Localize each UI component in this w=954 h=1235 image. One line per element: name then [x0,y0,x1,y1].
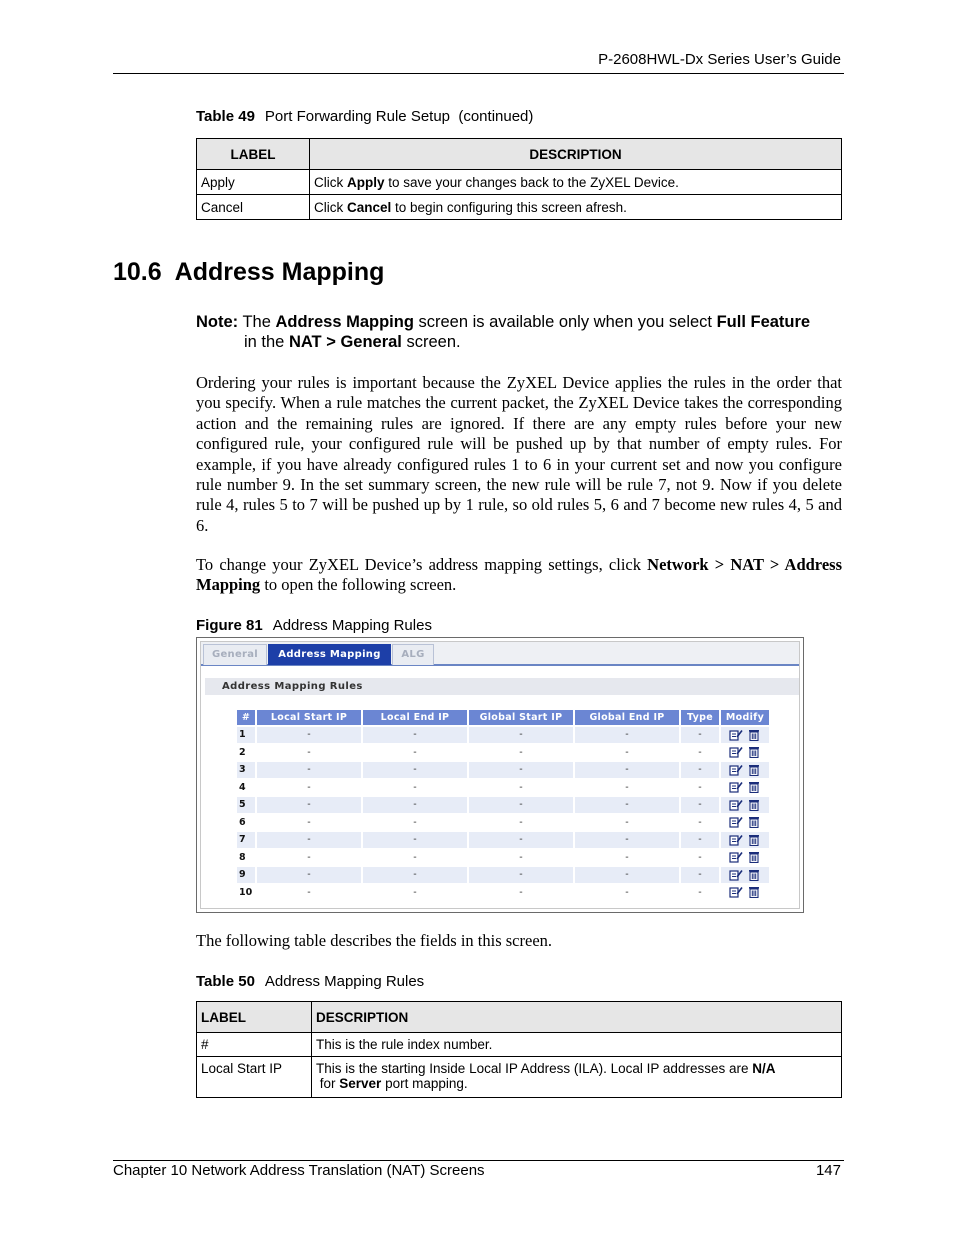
rule-modify-cell [721,727,769,743]
edit-icon[interactable] [729,869,743,881]
col-header-modify: Modify [721,710,769,725]
rule-index: 2 [239,746,246,758]
rule-index: 3 [237,762,255,778]
rule-index: 10 [239,886,253,898]
rule-index: 1 [237,727,255,743]
para-text: To change your ZyXEL Device’s address mapping settings, click [196,555,648,574]
desc-text: Click [314,200,347,215]
row-description [312,1057,842,1098]
rule-local-start-ip: - [257,762,361,778]
rule-global-end-ip: - [625,886,629,898]
tab-alg[interactable]: ALG [392,644,434,665]
edit-icon[interactable] [729,781,743,793]
rule-global-end-ip: - [625,746,629,758]
table49 [196,138,842,220]
figure-caption-label: Figure 81 [196,617,263,634]
rule-local-end-ip: - [413,851,417,863]
rule-type: - [681,797,719,813]
rule-local-start-ip: - [307,746,311,758]
note-line-1 [196,312,846,332]
rule-modify-cell [721,762,769,778]
note-bold: Address Mapping [275,313,414,331]
note-bold: Full Feature [716,313,811,331]
delete-icon[interactable] [747,799,761,811]
edit-icon[interactable] [729,851,743,863]
rules-header-row [237,710,769,725]
para-text: to open the following screen. [260,575,457,595]
rule-local-end-ip: - [363,762,467,778]
rule-global-start-ip: - [519,886,523,898]
rule-global-start-ip: - [469,797,573,813]
rule-modify-cell [721,867,769,883]
rule-global-end-ip: - [575,832,679,848]
table49-caption-title: Port Forwarding Rule Setup (continued) [264,108,534,125]
row-label: Apply [197,170,310,195]
figure-caption-title: Address Mapping Rules [272,617,432,634]
row-description [310,195,842,220]
rule-type: - [698,816,702,828]
paragraph-rule-ordering: Ordering your rules is important because the ZyXEL Device applies the rules in the order that you specify. When a rule matches the current packet, the ZyXEL Device takes the corresponding action and the remaining rules are ignored. If there are any empty rules before your new configured rule, your configured rule will be pushed up by that number of empty rules. For example, if you have already configured rules 1 to 6 in your current set and now you configure rule number 9. In the set summary screen, the new rule will be rule 7, not 9. Now if you delete rule 4, rules 5 to 7 will be pushed up by 1 rule, so old rules 5, 6 and 7 become new rules 4, 5 and 6. [196,373,842,535]
rule-local-start-ip: - [307,816,311,828]
para-bold: Network > NAT > Address Mapping [196,555,842,595]
rule-local-end-ip: - [413,886,417,898]
section-title: Address Mapping [174,258,385,286]
rule-row [237,815,769,831]
rule-type: - [681,727,719,743]
rule-global-start-ip: - [519,781,523,793]
figure-caption [196,617,432,634]
tab-bar [201,642,799,666]
rule-global-end-ip: - [575,727,679,743]
rule-type: - [698,746,702,758]
note [196,312,846,352]
table-row [197,170,842,195]
rule-local-start-ip: - [307,886,311,898]
rule-index: 6 [239,816,246,828]
footer-page-number: 147 [815,1162,841,1179]
desc-text: for [316,1076,340,1091]
edit-icon[interactable] [729,799,743,811]
rule-local-start-ip: - [257,867,361,883]
row-label: Cancel [197,195,310,220]
col-header-global-start-ip: Global Start IP [469,710,573,725]
col-header-global-end-ip: Global End IP [575,710,679,725]
col-header-local-start-ip: Local Start IP [257,710,361,725]
rule-row [237,780,769,796]
desc-text: Click [314,175,347,190]
rule-global-start-ip: - [469,727,573,743]
table-row [197,1033,842,1057]
section-heading [113,258,384,287]
row-label: Local Start IP [197,1057,312,1098]
rule-row [237,867,769,883]
table50-caption [196,973,424,990]
panel-title: Address Mapping Rules [205,678,799,695]
table50-caption-title: Address Mapping Rules [264,973,425,990]
rule-global-start-ip: - [469,832,573,848]
rule-row [237,797,769,813]
table-header-description: DESCRIPTION [310,139,842,170]
table-row [197,1057,842,1098]
col-header-index: # [237,710,255,725]
table-header-label: LABEL [197,1002,312,1033]
rule-index: 5 [237,797,255,813]
rule-local-end-ip: - [413,816,417,828]
table50 [196,1001,842,1098]
rule-modify-cell [721,797,769,813]
address-mapping-screenshot [196,637,804,913]
rule-global-end-ip: - [625,781,629,793]
rule-local-start-ip: - [307,781,311,793]
delete-icon[interactable] [747,816,761,828]
desc-text: This is the starting Inside Local IP Address (ILA). Local IP addresses are [316,1061,753,1076]
table-header-row [197,139,842,170]
rule-modify-cell [721,815,769,831]
note-bold: NAT > General [288,333,402,351]
rule-index: 9 [237,867,255,883]
paragraph-instructions [196,555,842,596]
rules-body [237,727,769,900]
rule-row [237,832,769,848]
note-text: screen. [401,333,461,351]
note-label: Note: [196,313,239,331]
note-text: in the [244,333,289,351]
table-row [197,195,842,220]
note-text: The [238,313,276,331]
table49-caption-label: Table 49 [196,108,255,125]
rule-row [237,727,769,743]
rule-global-end-ip: - [575,867,679,883]
rule-local-start-ip: - [257,727,361,743]
rule-global-end-ip: - [575,762,679,778]
rule-type: - [698,886,702,898]
desc-bold: Cancel [347,200,392,215]
edit-icon[interactable] [729,729,743,741]
paragraph-table-intro: The following table describes the fields in this screen. [196,931,553,950]
delete-icon[interactable] [747,764,761,776]
rule-local-start-ip: - [257,832,361,848]
edit-icon[interactable] [729,886,743,898]
rule-type: - [681,832,719,848]
running-header: P-2608HWL-Dx Series User’s Guide [598,51,841,68]
rule-modify-cell [721,745,769,761]
table50-caption-label: Table 50 [196,973,255,990]
desc-text: port mapping. [381,1076,468,1091]
table-header-description: DESCRIPTION [312,1002,842,1033]
desc-bold: N/A [752,1061,776,1076]
rule-modify-cell [721,885,769,901]
rule-local-start-ip: - [307,851,311,863]
rule-type: - [681,867,719,883]
edit-icon[interactable] [729,764,743,776]
tab-general[interactable]: General [203,644,267,665]
delete-icon[interactable] [747,746,761,758]
rule-local-end-ip: - [363,867,467,883]
rule-local-start-ip: - [257,797,361,813]
row-description [310,170,842,195]
rule-global-start-ip: - [519,746,523,758]
rule-index: 4 [239,781,246,793]
col-header-local-end-ip: Local End IP [363,710,467,725]
desc-bold: Apply [347,175,385,190]
rule-local-end-ip: - [363,797,467,813]
rule-row [237,885,769,901]
rule-index: 7 [237,832,255,848]
rule-global-start-ip: - [469,762,573,778]
rule-global-end-ip: - [575,797,679,813]
desc-text: to begin configuring this screen afresh. [391,200,627,215]
rule-global-end-ip: - [625,816,629,828]
rule-global-end-ip: - [625,851,629,863]
rule-modify-cell [721,780,769,796]
desc-bold: Server [339,1076,382,1091]
edit-icon[interactable] [729,746,743,758]
rule-type: - [681,762,719,778]
rule-row [237,762,769,778]
col-header-type: Type [681,710,719,725]
rule-row [237,850,769,866]
delete-icon[interactable] [747,869,761,881]
rule-local-end-ip: - [363,832,467,848]
footer-rule [113,1160,844,1161]
rule-local-end-ip: - [363,727,467,743]
rule-type: - [698,781,702,793]
screenshot-panel [200,641,800,909]
header-rule [113,73,844,74]
rule-modify-cell [721,850,769,866]
rule-global-start-ip: - [519,816,523,828]
row-description: This is the rule index number. [312,1033,842,1057]
delete-icon[interactable] [747,886,761,898]
rule-global-start-ip: - [519,851,523,863]
delete-icon[interactable] [747,834,761,846]
rule-index: 8 [239,851,246,863]
rule-local-end-ip: - [413,781,417,793]
table-header-label: LABEL [197,139,310,170]
section-number: 10.6 [113,258,162,286]
rule-row [237,745,769,761]
rules-table [235,708,771,902]
rule-global-start-ip: - [469,867,573,883]
delete-icon[interactable] [747,781,761,793]
note-line-2 [196,332,846,352]
delete-icon[interactable] [747,729,761,741]
rule-local-end-ip: - [413,746,417,758]
table-header-row [197,1002,842,1033]
rule-modify-cell [721,832,769,848]
edit-icon[interactable] [729,816,743,828]
delete-icon[interactable] [747,851,761,863]
rule-type: - [698,851,702,863]
edit-icon[interactable] [729,834,743,846]
desc-text: to save your changes back to the ZyXEL Device. [384,175,679,190]
tab-address-mapping[interactable]: Address Mapping [268,644,391,665]
row-label: # [197,1033,312,1057]
note-text: screen is available only when you select [413,313,717,331]
table49-caption [196,108,533,125]
footer-chapter: Chapter 10 Network Address Translation (NAT) Screens [113,1162,485,1179]
